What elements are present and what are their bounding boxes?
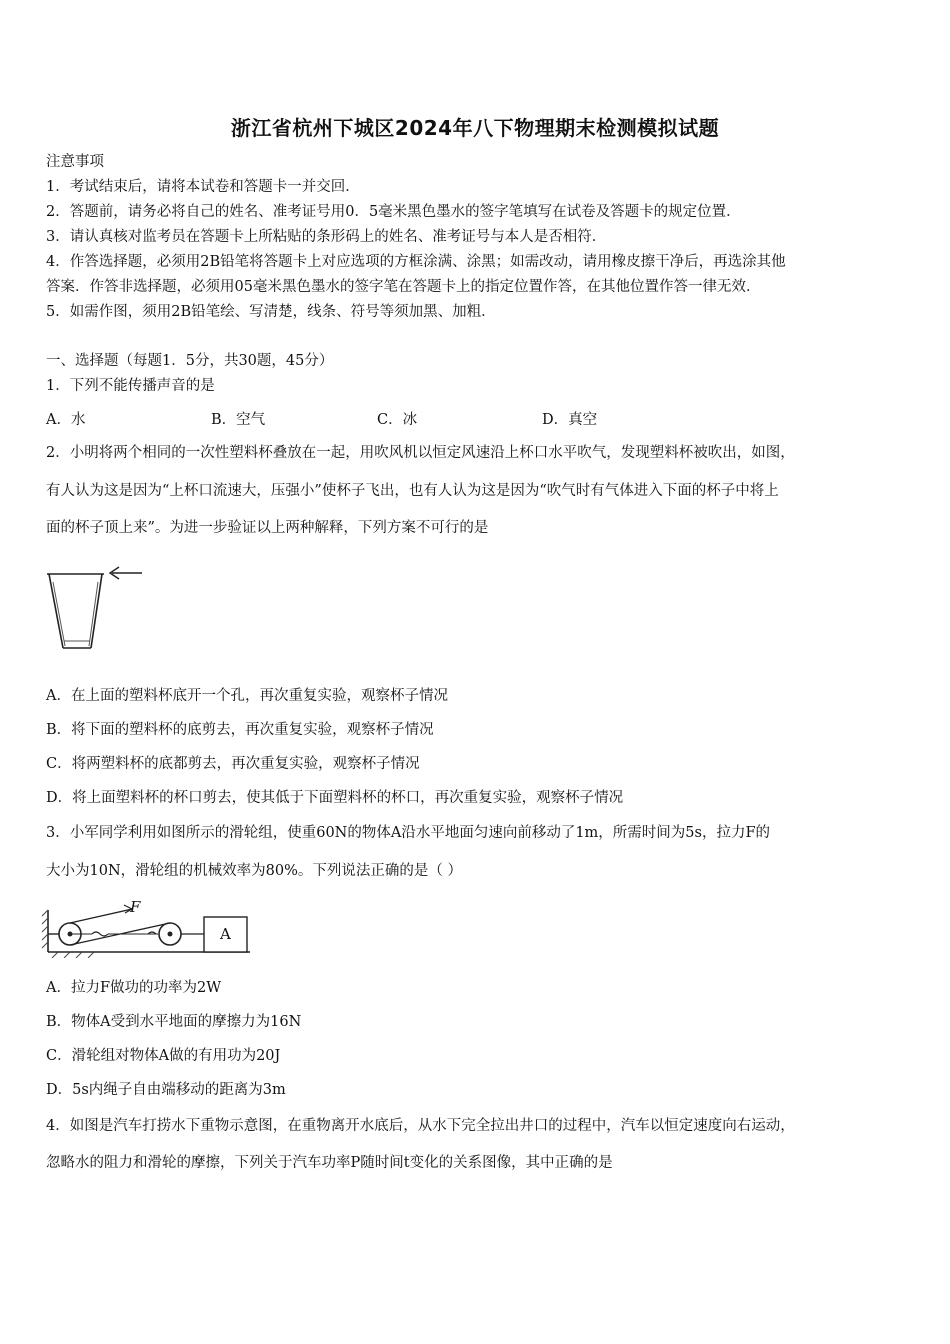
q2-stem-line: 面的杯子顶上来”。为进一步验证以上两种解释，下列方案不可行的是 (46, 520, 489, 536)
q1-option-c: C．冰 (377, 412, 418, 428)
cup-right-wall (91, 574, 102, 648)
q3-option-a: A．拉力F做功的功率为2W (46, 980, 222, 996)
notice-item: 3．请认真核对监考员在答题卡上所粘贴的条形码上的姓名、准考证号与本人是否相符． (46, 229, 607, 245)
section-heading: 一、选择题（每题1．5分，共30题，45分） (46, 353, 334, 369)
q3-option-b: B．物体A受到水平地面的摩擦力为16N (46, 1014, 302, 1030)
q2-stem-line: 有人认为这是因为“上杯口流速大，压强小”使杯子飞出，也有人认为这是因为“吹气时有气体进入下面的杯子中将上 (46, 483, 779, 499)
pulley-figure (40, 898, 255, 958)
q1-option-b: B．空气 (211, 412, 266, 428)
q2-option-c: C．将两塑料杯的底都剪去，再次重复实验，观察杯子情况 (46, 756, 420, 772)
q3-stem-line: 3．小军同学利用如图所示的滑轮组，使重60N的物体A沿水平地面匀速向前移动了1m，所需时间为5s，拉力F的 (46, 825, 771, 841)
q3-stem-line: 大小为10N，滑轮组的机械效率为80%。下列说法正确的是（ ） (46, 863, 462, 879)
rope-free-end (70, 909, 132, 923)
notice-item: 5．如需作图，须用2B铅笔绘、写清楚，线条、符号等须加黑、加粗． (46, 304, 496, 320)
q1-options (46, 410, 846, 430)
q1-option-a: A．水 (46, 412, 86, 428)
q3-option-c: C．滑轮组对物体A做的有用功为20J (46, 1048, 281, 1064)
lower-cup-left (53, 582, 65, 646)
q4-stem-line: 忽略水的阻力和滑轮的摩擦，下列关于汽车功率P随时间t变化的关系图像，其中正确的是 (46, 1155, 613, 1171)
notice-heading: 注意事项 (46, 154, 104, 170)
notice-item: 2．答题前，请务必将自己的姓名、准考证号用0．5毫米黑色墨水的签字笔填写在试卷及答题卡的规定位置． (46, 204, 741, 220)
cup-figure (44, 562, 148, 656)
page-title: 浙江省杭州下城区2024年八下物理期末检测模拟试题 (230, 116, 720, 140)
block-label: A (220, 925, 231, 943)
q2-stem-line: 2．小明将两个相同的一次性塑料杯叠放在一起，用吹风机以恒定风速沿上杯口水平吹气，发现塑料杯被吹出，如图， (46, 445, 795, 461)
notice-item: 4．作答选择题，必须用2B铅笔将答题卡上对应选项的方框涂满、涂黑；如需改动，请用橡皮擦干净后，再选涂其他 (46, 254, 786, 270)
force-label: F (130, 898, 141, 916)
q1-option-d: D．真空 (542, 412, 598, 428)
q2-option-d: D．将上面塑料杯的杯口剪去，使其低于下面塑料杯的杯口，再次重复实验，观察杯子情况 (46, 790, 624, 806)
notice-item: 1．考试结束后，请将本试卷和答题卡一并交回． (46, 179, 360, 195)
q4-stem-line: 4．如图是汽车打捞水下重物示意图，在重物离开水底后，从水下完全拉出井口的过程中，汽车以恒定速度向右运动， (46, 1118, 795, 1134)
q2-option-b: B．将下面的塑料杯的底剪去，再次重复实验，观察杯子情况 (46, 722, 434, 738)
q1-stem: 1．下列不能传播声音的是 (46, 378, 215, 394)
q2-option-a: A．在上面的塑料杯底开一个孔，再次重复实验，观察杯子情况 (46, 688, 448, 704)
notice-item: 答案．作答非选择题，必须用05毫米黑色墨水的签字笔在答题卡上的指定位置作答，在其他位置作答一律无效． (46, 279, 761, 295)
cup-left-wall (49, 574, 63, 648)
q3-option-d: D．5s内绳子自由端移动的距离为3m (46, 1082, 286, 1098)
